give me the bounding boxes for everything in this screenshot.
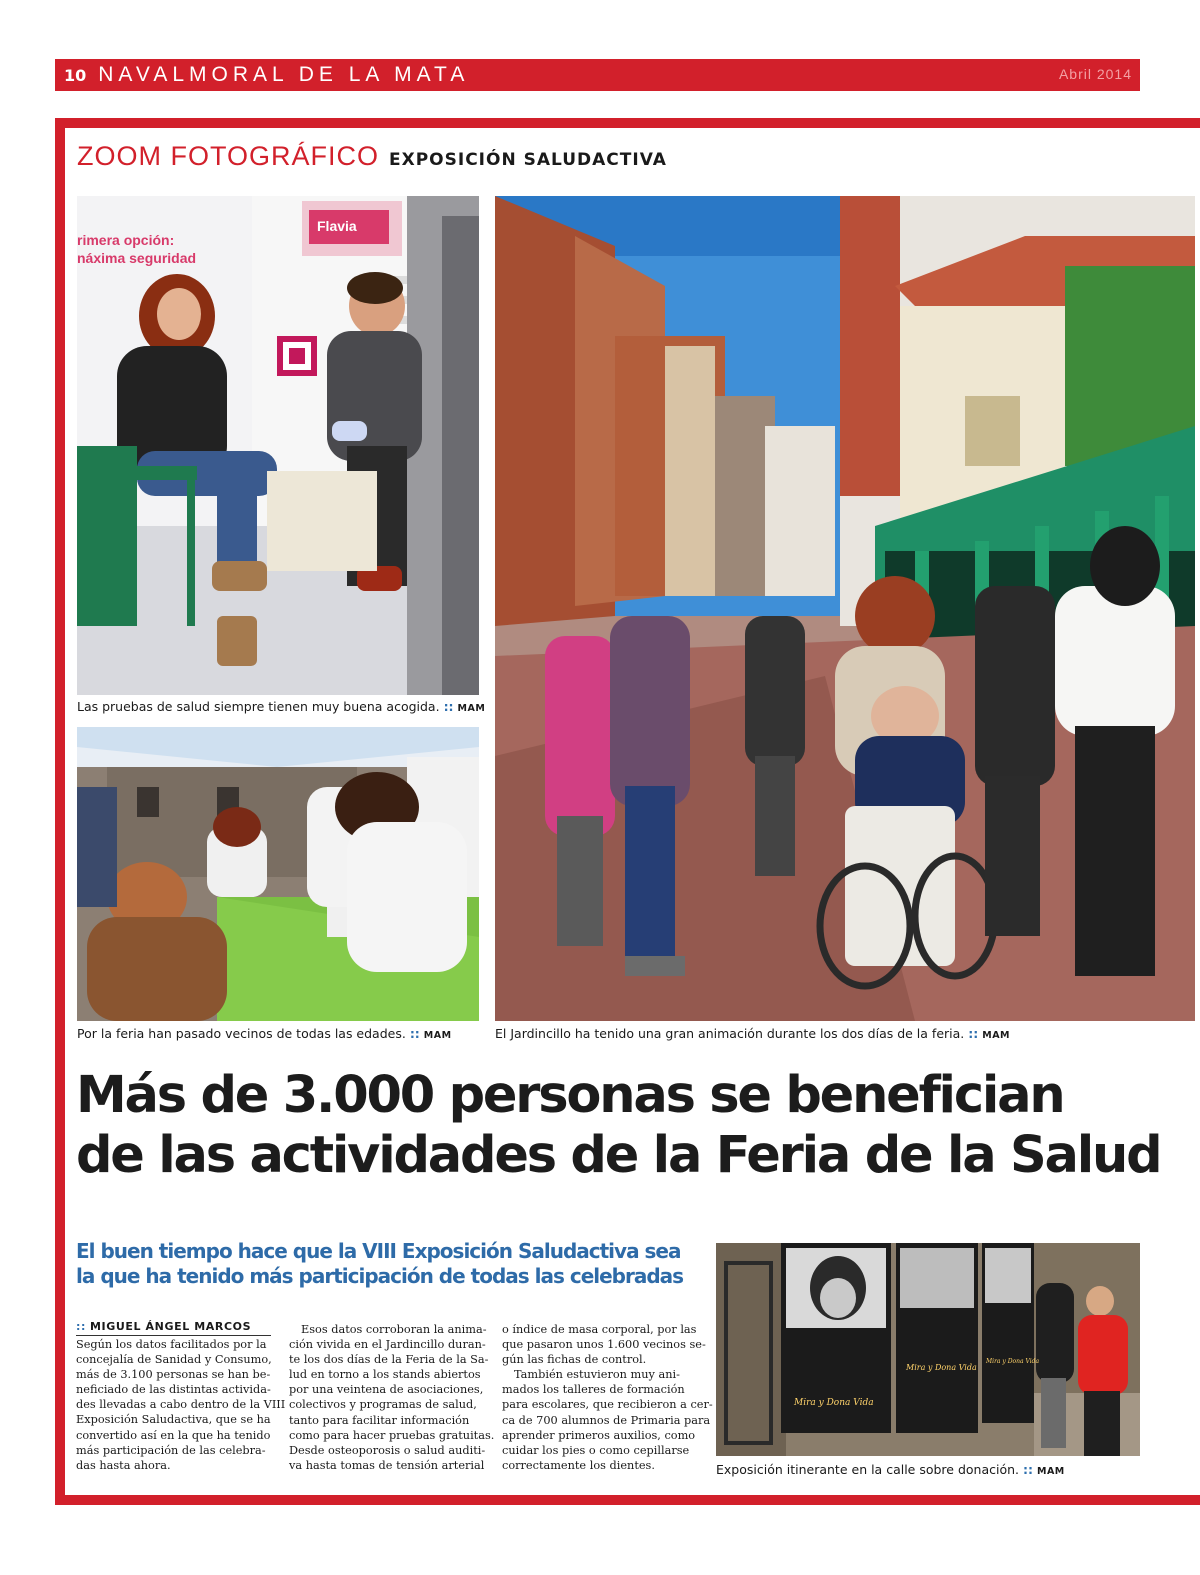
body-line: das hasta ahora. [76,1458,171,1472]
body-line: Esos datos corroboran la anima- [301,1323,487,1336]
body-line: más participación de las celebra- [76,1443,266,1457]
body-line: Desde osteoporosis o salud auditi- [289,1443,486,1457]
body-line: cuidar los pies o como cepillarse [502,1443,690,1457]
poster-text: Mira y Dona Vida [906,1363,977,1372]
photo-street [495,196,1195,1021]
frame-bottom [55,1495,1200,1505]
body-line: por una veintena de asociaciones, [289,1383,484,1397]
headline-line: de las actividades de la Feria de la Salud [76,1126,1161,1185]
photo-health-test [77,196,479,695]
headline-line: Más de 3.000 personas se benefician [76,1066,1064,1125]
body-line: lud en torno a los stands abiertos [289,1368,481,1382]
poster-text: Mira y Dona Vida [794,1398,874,1408]
body-line: neficiado de las distintas activida- [76,1383,271,1397]
photo-credit: MAM [1036,1466,1065,1477]
body-line: más de 3.100 personas se han be- [76,1368,271,1382]
zoom-label: ZOOM FOTOGRÁFICO [77,141,379,171]
body-line: También estuvieron muy ani- [514,1368,680,1382]
credit-separator: :: [1023,1462,1033,1477]
caption-text: Exposición itinerante en la calle sobre donación. [716,1462,1020,1477]
body-line: aprender primeros auxilios, como [502,1428,696,1442]
body-line: colectivos y programas de salud, [289,1398,477,1412]
page-number: 10 [64,65,87,85]
body-line: concejalía de Sanidad y Consumo, [76,1353,272,1367]
poster-text: rimera opción: [77,232,175,248]
body-line: para escolares, que recibieron a cer- [502,1398,713,1412]
poster-text: náxima seguridad [77,250,197,266]
body-column-3 [502,1322,713,1473]
section-name: NAVALMORAL DE LA MATA [98,63,470,86]
body-line: te los dos días de la Feria de la Sa- [289,1353,489,1367]
zoom-subtitle: EXPOSICIÓN SALUDACTIVA [389,150,667,170]
author-name: MIGUEL ÁNGEL MARCOS [90,1320,252,1333]
caption-photo-2 [77,1026,452,1041]
photo-credit: MAM [982,1030,1010,1041]
article-headline [76,1066,1186,1186]
credit-separator: :: [409,1026,420,1041]
issue-date: Abril 2014 [1058,66,1132,82]
caption-text: El Jardincillo ha tenido una gran animación durante los dos días de la feria. [495,1026,965,1041]
article-subtitle [76,1239,706,1289]
photo-stands [77,727,479,1021]
byline [76,1320,271,1336]
byline-separator: :: [76,1320,86,1333]
caption-photo-3 [495,1026,1010,1041]
body-line: mados los talleres de formación [502,1383,685,1397]
body-line: o índice de masa corporal, por las [502,1323,697,1336]
frame-top [55,118,1200,128]
credit-separator: :: [968,1026,979,1041]
photo-donation-exhibit [716,1243,1140,1456]
photo-credit: MAM [423,1030,452,1041]
body-line: ción vivida en el Jardincillo duran- [289,1338,486,1352]
caption-photo-1 [77,699,485,714]
body-line: correctamente los dientes. [502,1458,655,1472]
body-line: convertido así en la que ha tenido [76,1428,271,1442]
body-line: Según los datos facilitados por la [76,1338,267,1351]
page-header [55,59,1140,91]
body-column-1 [76,1337,286,1473]
poster-brand: Flavia [317,218,357,234]
body-line: Exposición Saludactiva, que se ha [76,1413,271,1427]
section-title [77,141,667,172]
body-line: que pasaron unos 1.600 vecinos se- [502,1338,706,1352]
caption-photo-4 [716,1462,1065,1477]
body-line: va hasta tomas de tensión arterial [289,1458,485,1472]
poster-text: Mira y Dona Vida [986,1358,1040,1365]
subtitle-line: la que ha tenido más participación de todas las celebradas [76,1264,684,1288]
caption-text: Por la feria han pasado vecinos de todas las edades. [77,1026,406,1041]
subtitle-line: El buen tiempo hace que la VIII Exposición Saludactiva sea [76,1239,681,1263]
frame-left [55,118,65,1505]
body-line: gún las fichas de control. [502,1353,647,1367]
body-line: como para hacer pruebas gratuitas. [289,1428,495,1442]
body-line: ca de 700 alumnos de Primaria para [502,1413,711,1427]
body-line: tanto para facilitar información [289,1413,470,1427]
photo-credit: MAM [457,703,486,714]
body-column-2 [289,1322,495,1473]
caption-text: Las pruebas de salud siempre tienen muy buena acogida. [77,699,440,714]
credit-separator: :: [443,699,454,714]
body-line: des llevadas a cabo dentro de la VIII [76,1398,286,1412]
